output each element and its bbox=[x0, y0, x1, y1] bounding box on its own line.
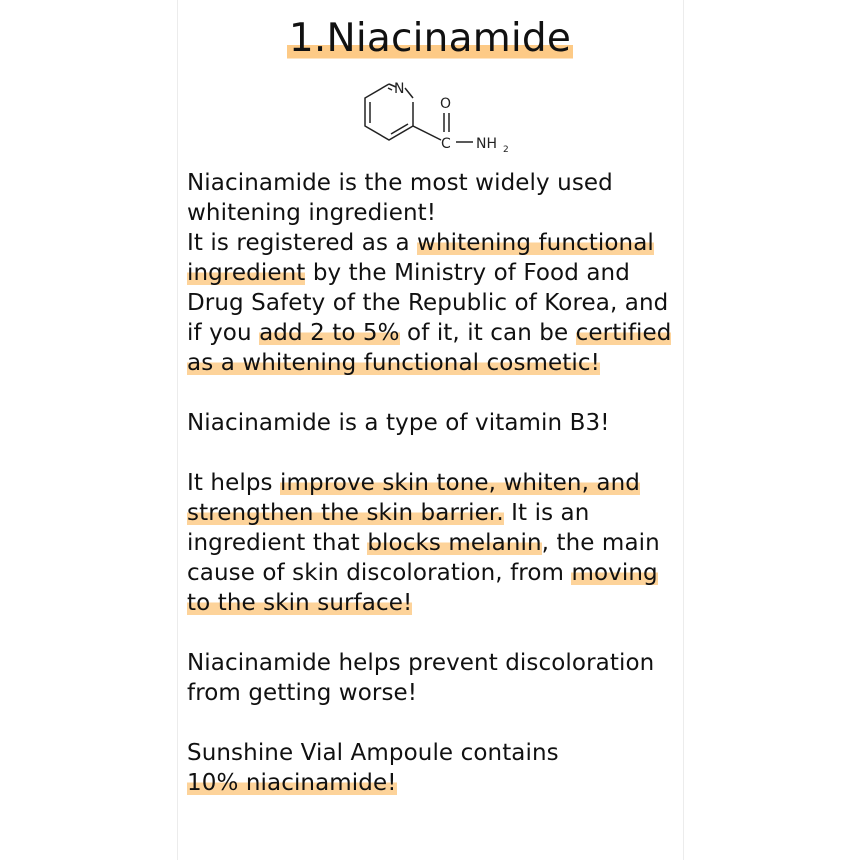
right-border-line bbox=[683, 0, 684, 860]
description-text-block bbox=[187, 168, 682, 828]
paragraph bbox=[187, 648, 682, 708]
page-title bbox=[0, 14, 860, 64]
highlighted-text: 10% niacinamide! bbox=[187, 770, 397, 796]
paragraph bbox=[187, 738, 682, 798]
highlighted-text: add 2 to 5% bbox=[259, 320, 400, 346]
highlighted-text: blocks melanin bbox=[367, 530, 542, 556]
paragraph bbox=[187, 468, 682, 618]
highlighted-text: whitening functional ingredient bbox=[187, 230, 654, 286]
left-border-line bbox=[177, 0, 178, 860]
paragraph bbox=[187, 168, 682, 378]
paragraph-text: It helps bbox=[187, 470, 281, 496]
paragraph-text: Niacinamide is a type of vitamin B3! bbox=[187, 410, 610, 436]
highlighted-text: improve skin tone, whiten, and strengthen the skin barrier. bbox=[187, 470, 640, 526]
page-title-text: 1.Niacinamide bbox=[288, 16, 572, 61]
paragraph-text: It is an ingredient that bbox=[187, 500, 590, 556]
ring-nitrogen-label: N bbox=[394, 81, 405, 97]
paragraph-text: by the Ministry of Food and Drug Safety of the Republic of Korea, and if you bbox=[187, 260, 669, 346]
highlighted-text: moving to the skin surface! bbox=[187, 560, 658, 616]
amine-label: NH bbox=[476, 136, 497, 152]
oxygen-label: O bbox=[440, 96, 452, 112]
carbon-label: C bbox=[441, 136, 451, 152]
amine-subscript: 2 bbox=[503, 145, 509, 155]
paragraph-text: , the main cause of skin discoloration, from bbox=[187, 530, 660, 586]
highlighted-text: certified as a whitening functional cosmetic! bbox=[187, 320, 672, 376]
niacinamide-structure-diagram bbox=[355, 76, 525, 160]
paragraph-text: Niacinamide helps prevent discoloration from getting worse! bbox=[187, 650, 655, 706]
paragraph-text: of it, it can be bbox=[399, 320, 576, 346]
paragraph-text: Niacinamide is the most widely used whitening ingredient! bbox=[187, 170, 613, 226]
paragraph-text: Sunshine Vial Ampoule contains bbox=[187, 740, 559, 766]
paragraph bbox=[187, 408, 682, 438]
paragraph-text: It is registered as a bbox=[187, 230, 418, 256]
